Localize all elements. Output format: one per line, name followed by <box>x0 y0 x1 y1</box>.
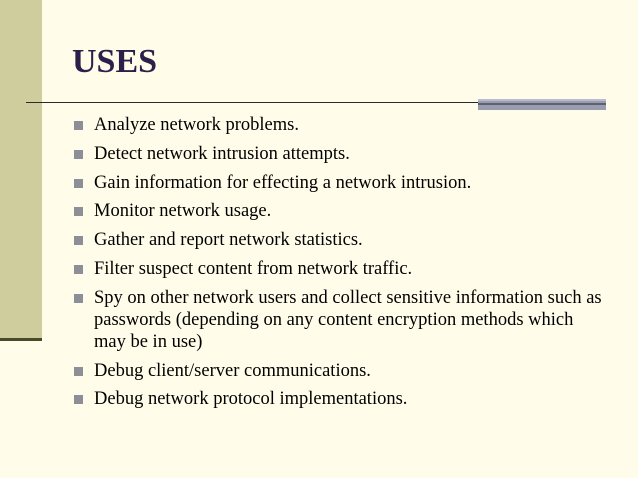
list-item <box>74 200 604 222</box>
bullet-text: Spy on other network users and collect sensitive information such as passwords (depending on any content encryption methods which may be in use) <box>94 287 602 352</box>
list-item <box>74 360 604 382</box>
square-bullet-icon <box>74 150 83 159</box>
title-divider-line <box>26 102 478 103</box>
slide-title: USES <box>72 43 158 80</box>
list-item <box>74 258 604 280</box>
bullet-text: Filter suspect content from network traffic. <box>94 258 413 279</box>
square-bullet-icon <box>74 294 83 303</box>
title-divider-accent-bar <box>478 99 606 110</box>
list-item <box>74 114 604 136</box>
square-bullet-icon <box>74 367 83 376</box>
left-accent-band <box>0 0 42 340</box>
list-item <box>74 143 604 165</box>
square-bullet-icon <box>74 236 83 245</box>
square-bullet-icon <box>74 121 83 130</box>
list-item <box>74 229 604 251</box>
list-item <box>74 388 604 410</box>
bullet-text: Monitor network usage. <box>94 201 272 222</box>
bullet-text: Debug client/server communications. <box>94 360 371 381</box>
bullet-text: Gather and report network statistics. <box>94 230 363 251</box>
list-item <box>74 287 604 353</box>
square-bullet-icon <box>74 207 83 216</box>
list-item <box>74 172 604 194</box>
left-accent-underline <box>0 338 42 341</box>
square-bullet-icon <box>74 395 83 404</box>
bullet-text: Analyze network problems. <box>94 115 299 135</box>
square-bullet-icon <box>74 179 83 188</box>
bullet-text: Detect network intrusion attempts. <box>94 143 350 164</box>
bullet-text: Gain information for effecting a network intrusion. <box>94 172 472 193</box>
bullet-text: Debug network protocol implementations. <box>94 389 408 410</box>
square-bullet-icon <box>74 265 83 274</box>
bullet-list <box>74 114 604 417</box>
